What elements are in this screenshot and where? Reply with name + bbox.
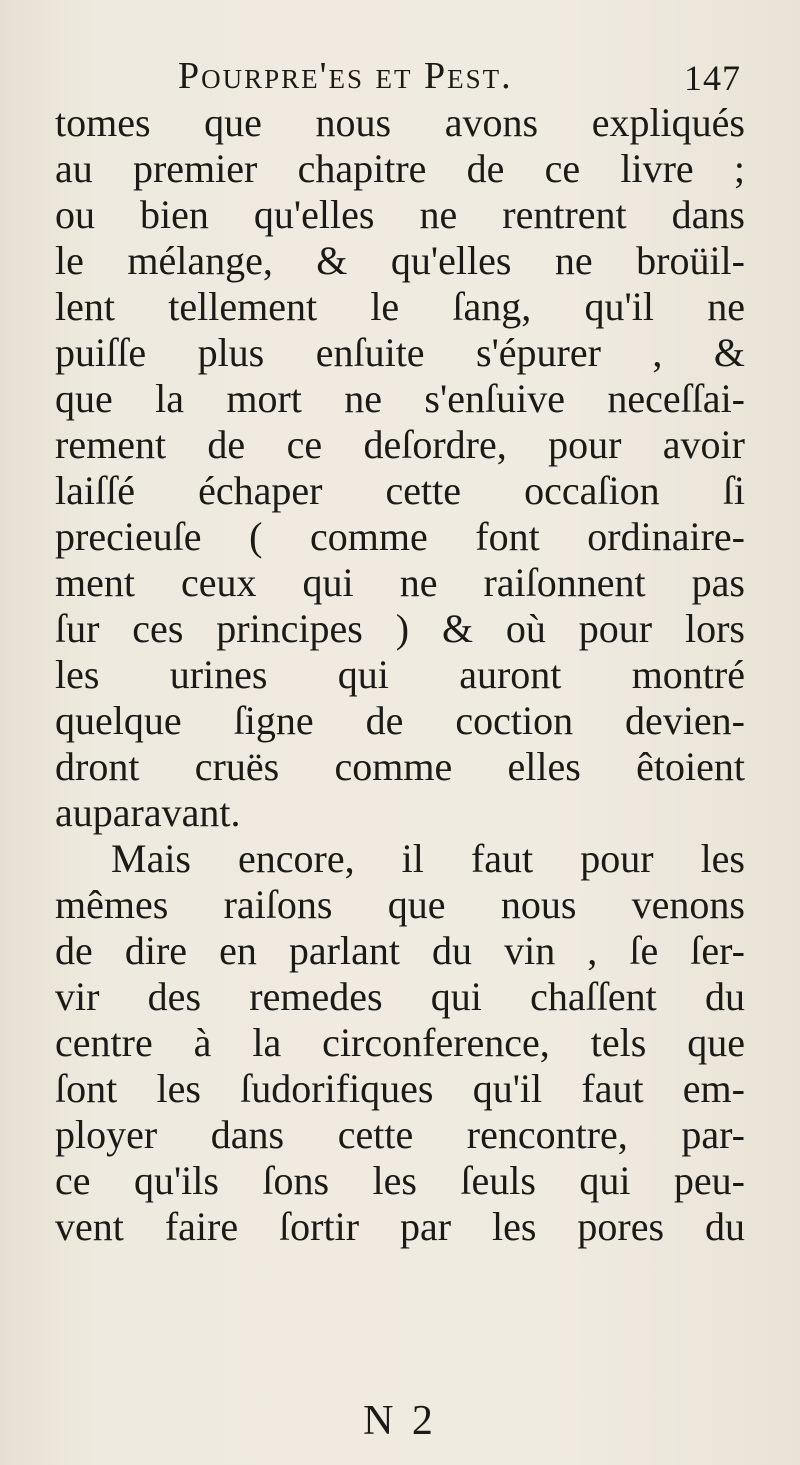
text-line: de dire en parlant du vin , ſe ſer- xyxy=(55,928,745,973)
text-line: puiſſe plus enſuite s'épurer , & xyxy=(55,330,745,375)
text-line: rement de ce deſordre, pour avoir xyxy=(55,422,745,467)
text-line: tomes que nous avons expliqués xyxy=(55,100,745,145)
text-line: les urines qui auront montré xyxy=(55,652,745,697)
text-line: que la mort ne s'enſuive neceſſai- xyxy=(55,376,745,421)
text-line: ployer dans cette rencontre, par- xyxy=(55,1112,745,1157)
page-number: 147 xyxy=(684,58,741,98)
paragraph-end-line: auparavant. xyxy=(55,790,241,835)
text-line: ment ceux qui ne raiſonnent pas xyxy=(55,560,745,605)
text-line: centre à la circonference, tels que xyxy=(55,1020,745,1065)
text-line: ſur ces principes ) & où pour lors xyxy=(55,606,745,651)
text-line: vent faire ſortir par les pores du xyxy=(55,1204,745,1249)
running-head xyxy=(0,48,800,104)
text-line: le mélange, & qu'elles ne broüil- xyxy=(55,238,745,283)
paragraph-start-line: Mais encore, il faut pour les xyxy=(111,836,745,881)
text-line: au premier chapitre de ce livre ; xyxy=(55,146,745,191)
text-line: vir des remedes qui chaſſent du xyxy=(55,974,745,1019)
text-line: ce qu'ils ſons les ſeuls qui peu- xyxy=(55,1158,745,1203)
text-line: ſont les ſudorifiques qu'il faut em- xyxy=(55,1066,745,1111)
text-line: quelque ſigne de coction devien- xyxy=(55,698,745,743)
text-line: ou bien qu'elles ne rentrent dans xyxy=(55,192,745,237)
body-text xyxy=(55,100,745,1250)
text-line: dront cruës comme elles êtoient xyxy=(55,744,745,789)
running-title: Pourpre'es et Pest. xyxy=(178,55,513,97)
signature-mark: N 2 xyxy=(363,1398,437,1444)
text-line: lent tellement le ſang, qu'il ne xyxy=(55,284,745,329)
text-line: precieuſe ( comme font ordinaire- xyxy=(55,514,745,559)
text-line: mêmes raiſons que nous venons xyxy=(55,882,745,927)
text-line: laiſſé échaper cette occaſion ſi xyxy=(55,468,745,513)
